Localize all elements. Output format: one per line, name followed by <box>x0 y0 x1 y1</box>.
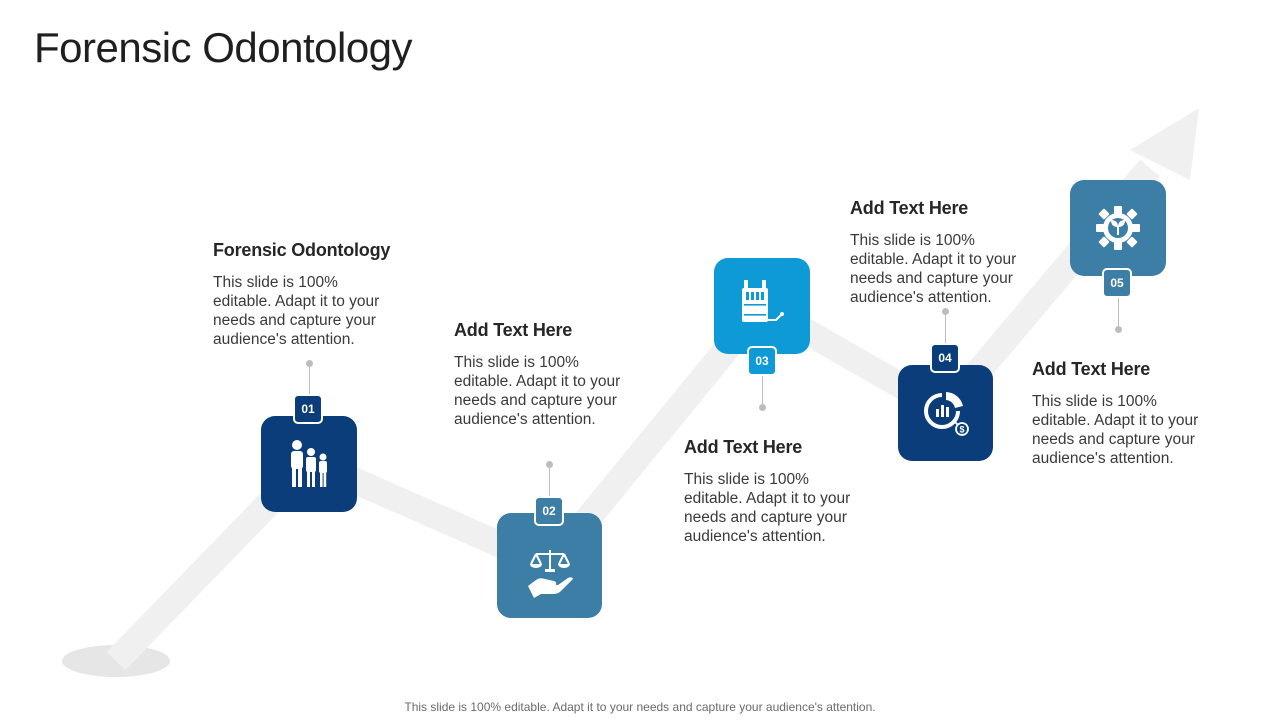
connector-dot-05 <box>1115 326 1122 333</box>
justice-scale-hand-icon <box>526 534 574 598</box>
connector-stem-03 <box>762 376 763 406</box>
step-04-body: This slide is 100% editable. Adapt it to your needs and capture your audience's attention. <box>850 232 1017 306</box>
step-01-tile <box>261 416 357 512</box>
step-05-badge: 05 <box>1102 268 1132 298</box>
step-01-text <box>213 240 413 349</box>
step-03-text <box>684 437 884 546</box>
step-02-body: This slide is 100% editable. Adapt it to your needs and capture your audience's attention. <box>454 354 621 428</box>
step-02-text <box>454 320 654 429</box>
step-01-body: This slide is 100% editable. Adapt it to your needs and capture your audience's attention. <box>213 274 380 348</box>
step-04-tile <box>898 365 993 461</box>
step-02-heading: Add Text Here <box>454 320 573 340</box>
connector-stem-05 <box>1118 298 1119 326</box>
step-03-tile <box>714 258 810 354</box>
connector-dot-03 <box>759 404 766 411</box>
gear-plant-icon <box>1094 204 1142 252</box>
server-rack-icon <box>739 286 785 326</box>
footer-note: This slide is 100% editable. Adapt it to your needs and capture your audience's attention. <box>404 700 876 714</box>
svg-text:$: $ <box>958 424 965 435</box>
page-title: Forensic Odontology <box>34 24 413 71</box>
step-02-tile <box>497 513 602 618</box>
step-01-heading: Forensic Odontology <box>213 240 391 260</box>
step-04-text <box>850 198 1050 307</box>
step-05-body: This slide is 100% editable. Adapt it to your needs and capture your audience's attention. <box>1032 393 1199 467</box>
step-05-heading: Add Text Here <box>1032 359 1151 379</box>
step-05-tile <box>1070 180 1166 276</box>
connector-stem-04 <box>945 312 946 343</box>
family-icon <box>286 439 332 489</box>
step-03-heading: Add Text Here <box>684 437 803 457</box>
step-02-badge: 02 <box>534 496 564 526</box>
step-03-badge: 03 <box>747 346 777 376</box>
connector-stem-02 <box>549 465 550 496</box>
step-03-body: This slide is 100% editable. Adapt it to your needs and capture your audience's attention. <box>684 471 851 545</box>
step-04-heading: Add Text Here <box>850 198 969 218</box>
step-05-text <box>1032 359 1232 468</box>
connector-stem-01 <box>309 364 310 394</box>
analytics-dollar-icon <box>922 389 970 437</box>
step-01-badge: 01 <box>293 394 323 424</box>
step-04-badge: 04 <box>930 343 960 373</box>
